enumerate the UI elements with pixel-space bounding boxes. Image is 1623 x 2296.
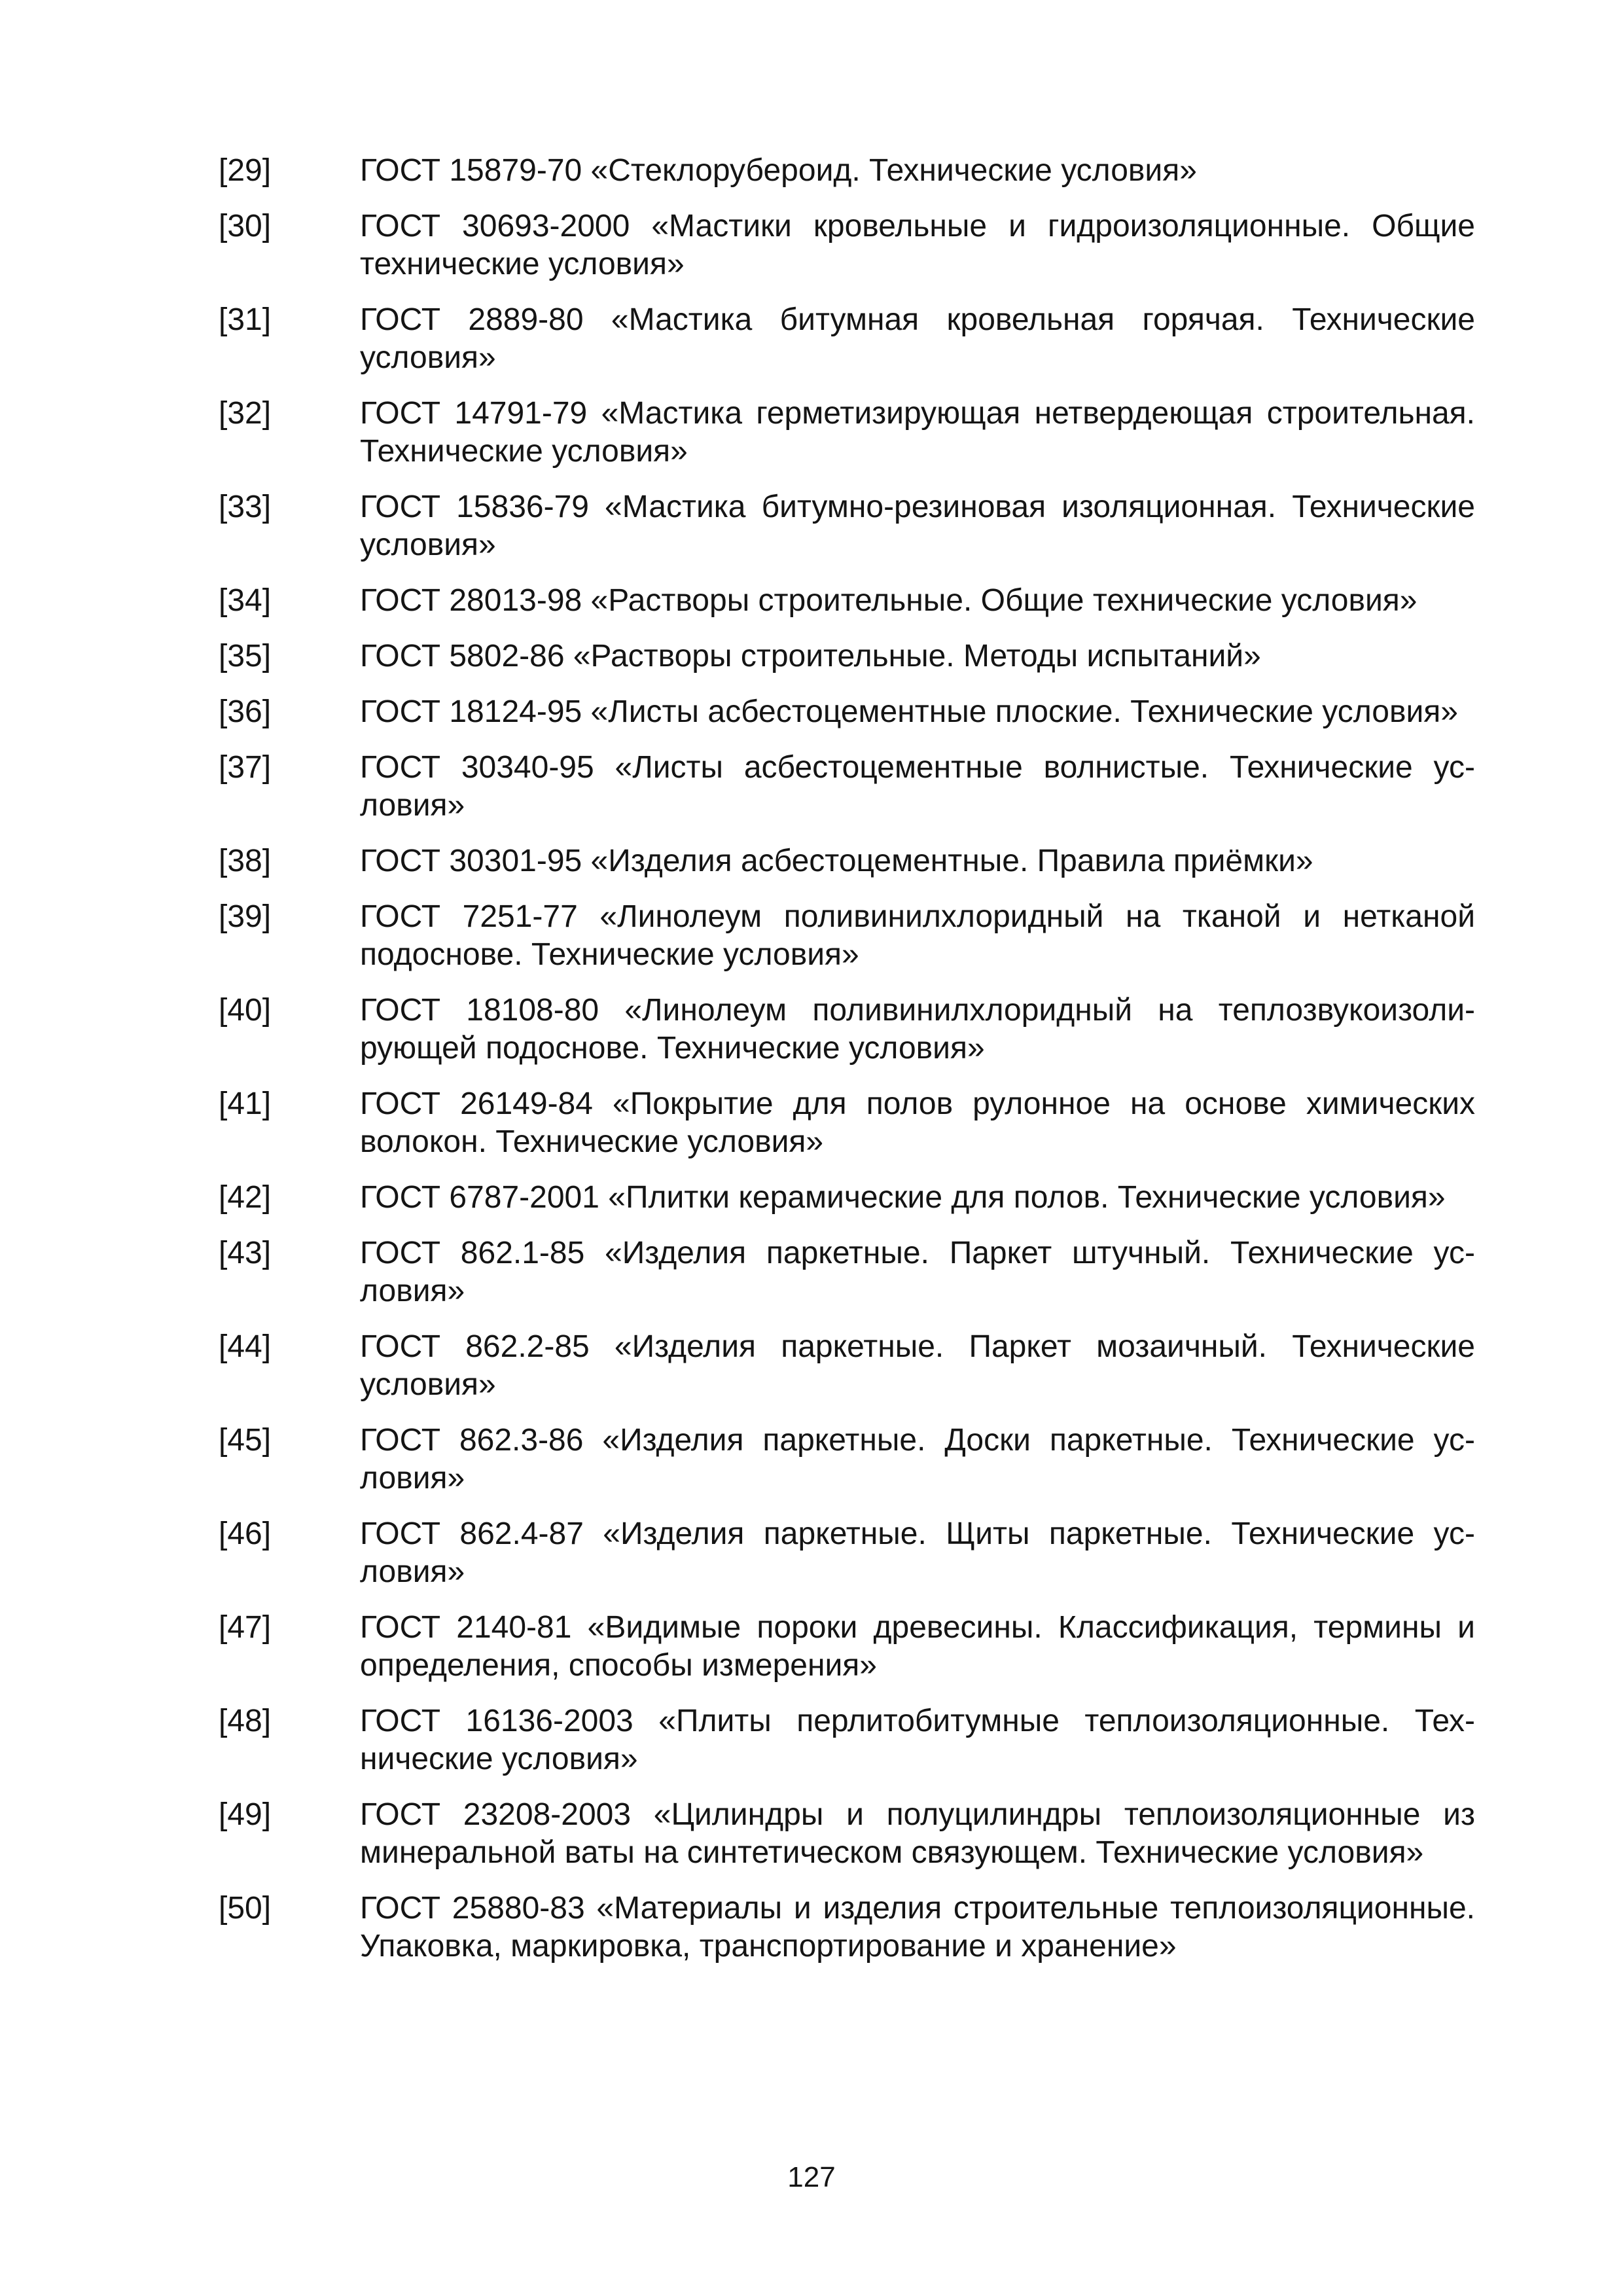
reference-item xyxy=(219,693,1475,731)
reference-number: [36] xyxy=(219,694,272,729)
reference-item xyxy=(219,1328,1475,1404)
reference-item xyxy=(219,207,1475,283)
reference-text: ГОСТ 30693-2000 «Мастики кровельные и гидроизоляционные. Общие технические условия» xyxy=(360,209,1475,281)
reference-number: [47] xyxy=(219,1610,272,1645)
reference-number: [32] xyxy=(219,396,272,431)
reference-item xyxy=(219,1702,1475,1778)
reference-number: [42] xyxy=(219,1180,272,1215)
reference-number: [39] xyxy=(219,899,272,934)
reference-number: [43] xyxy=(219,1236,272,1270)
reference-text: ГОСТ 26149-84 «Покрытие для полов рулонное на основе химических волокон. Технические условия» xyxy=(360,1086,1475,1159)
reference-number: [31] xyxy=(219,302,272,337)
reference-number: [50] xyxy=(219,1891,272,1926)
page-number: 127 xyxy=(787,2161,836,2193)
reference-text: ГОСТ 14791-79 «Мастика герметизирующая нетвердеющая строительная. Технические условия» xyxy=(360,396,1475,469)
reference-item xyxy=(219,992,1475,1067)
reference-text: ГОСТ 18124-95 «Листы асбестоцементные плоские. Технические условия» xyxy=(360,694,1458,729)
reference-item xyxy=(219,1609,1475,1685)
reference-item xyxy=(219,582,1475,620)
reference-number: [35] xyxy=(219,639,272,673)
reference-item xyxy=(219,1796,1475,1872)
reference-item xyxy=(219,898,1475,974)
reference-item xyxy=(219,842,1475,880)
reference-list xyxy=(219,152,1475,1983)
reference-number: [30] xyxy=(219,209,272,243)
reference-text: ГОСТ 6787-2001 «Плитки керамические для полов. Технические условия» xyxy=(360,1180,1446,1215)
reference-text: ГОСТ 862.4-87 «Изделия паркетные. Щиты паркетные. Технические условия» xyxy=(360,1516,1475,1589)
reference-text: ГОСТ 16136-2003 «Плиты перлитобитумные теплоизоляционные. Технические условия» xyxy=(360,1704,1475,1776)
reference-number: [41] xyxy=(219,1086,272,1121)
reference-text: ГОСТ 30301-95 «Изделия асбестоцементные. Правила приёмки» xyxy=(360,844,1313,878)
reference-item xyxy=(219,637,1475,675)
reference-text: ГОСТ 862.3-86 «Изделия паркетные. Доски паркетные. Технические условия» xyxy=(360,1423,1475,1496)
reference-item xyxy=(219,749,1475,825)
reference-text: ГОСТ 2889-80 «Мастика битумная кровельная горячая. Технические условия» xyxy=(360,302,1475,375)
reference-text: ГОСТ 862.2-85 «Изделия паркетные. Паркет мозаичный. Технические условия» xyxy=(360,1329,1475,1402)
reference-item xyxy=(219,1515,1475,1591)
reference-item xyxy=(219,1422,1475,1498)
reference-item xyxy=(219,1085,1475,1161)
reference-number: [45] xyxy=(219,1423,272,1458)
reference-number: [40] xyxy=(219,993,272,1028)
reference-item xyxy=(219,1234,1475,1310)
reference-number: [38] xyxy=(219,844,272,878)
reference-number: [37] xyxy=(219,750,272,785)
reference-item xyxy=(219,1890,1475,1965)
reference-number: [49] xyxy=(219,1797,272,1832)
reference-text: ГОСТ 28013-98 «Растворы строительные. Общие технические условия» xyxy=(360,583,1418,618)
reference-item xyxy=(219,395,1475,471)
reference-text: ГОСТ 18108-80 «Линолеум поливинилхлоридный на теплозвукоизолирующей подоснове. Технические условия» xyxy=(360,993,1475,1066)
reference-text: ГОСТ 15836-79 «Мастика битумно-резиновая изоляционная. Технические условия» xyxy=(360,490,1475,562)
reference-number: [29] xyxy=(219,153,272,188)
reference-text: ГОСТ 862.1-85 «Изделия паркетные. Паркет штучный. Технические условия» xyxy=(360,1236,1475,1308)
reference-number: [34] xyxy=(219,583,272,618)
reference-number: [33] xyxy=(219,490,272,524)
reference-item xyxy=(219,1179,1475,1217)
reference-item xyxy=(219,488,1475,564)
reference-text: ГОСТ 5802-86 «Растворы строительные. Методы испытаний» xyxy=(360,639,1261,673)
reference-text: ГОСТ 2140-81 «Видимые пороки древесины. Классификация, термины и определения, способы измерения» xyxy=(360,1610,1475,1683)
reference-number: [48] xyxy=(219,1704,272,1738)
reference-text: ГОСТ 30340-95 «Листы асбестоцементные волнистые. Технические условия» xyxy=(360,750,1475,823)
reference-item xyxy=(219,152,1475,190)
reference-number: [44] xyxy=(219,1329,272,1364)
reference-text: ГОСТ 25880-83 «Материалы и изделия строительные теплоизоляционные. Упаковка, маркировка, транспортирование и хранение» xyxy=(360,1891,1475,1964)
reference-text: ГОСТ 7251-77 «Линолеум поливинилхлоридный на тканой и нетканой подоснове. Технические условия» xyxy=(360,899,1475,972)
reference-text: ГОСТ 23208-2003 «Цилиндры и полуцилиндры теплоизоляционные из минеральной ваты на синтетическом связующем. Технические условия» xyxy=(360,1797,1475,1870)
reference-text: ГОСТ 15879-70 «Стеклорубероид. Технические условия» xyxy=(360,153,1197,188)
reference-item xyxy=(219,301,1475,377)
reference-number: [46] xyxy=(219,1516,272,1551)
